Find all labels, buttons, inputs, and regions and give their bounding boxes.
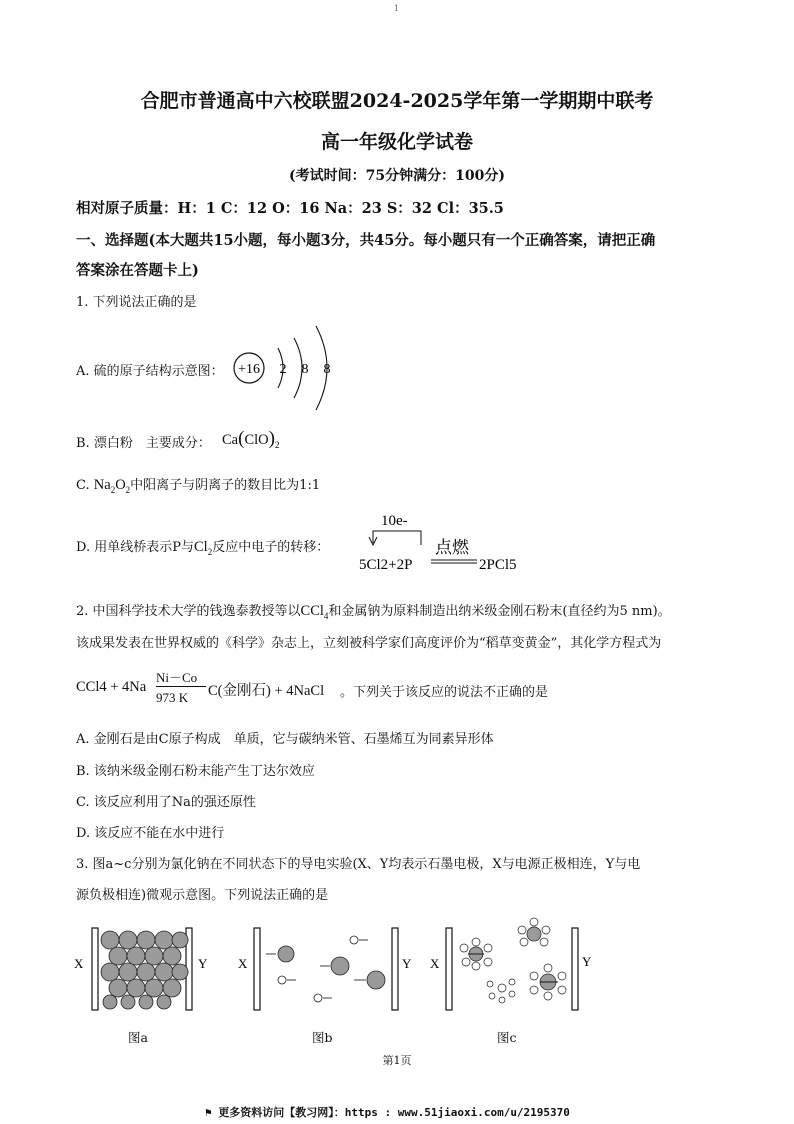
page-number: 第1页 [382,1054,412,1067]
q2-option-b: B. 该纳米级金刚石粉末能产生丁达尔效应 [76,764,315,779]
atomic-masses: 相对原子质量：H：1 C：12 O：16 Na：23 S：32 Cl：35.5 [76,200,504,217]
electrode-x-label: X [74,956,84,971]
q2-equation-left: CCl4 + 4Na [76,679,147,695]
figure-a-caption: 图a [128,1030,148,1045]
moving-ions [266,936,385,1002]
exam-info: (考试时间：75分钟满分：100分) [289,168,505,184]
sulfur-atom-diagram [232,318,342,413]
q2-stem-line2: 该成果发表在世界权威的《科学》杂志上，立刻被科学家们高度评价为“稻草变黄金”，其化学方程式为 [76,636,662,651]
hydrated-ions [460,918,566,1003]
page-subtitle: 高一年级化学试卷 [320,131,473,153]
ion-lattice [101,931,188,1009]
q2-stem-line1: 2. 中国科学技术大学的钱逸泰教授等以CCl$_4$和金属钠为原料制造出纳米级金刚石粉末(直径约为5 nm)。 [76,603,671,621]
electrode-y-label: Y [198,956,208,971]
reaction-condition: 点燃 [435,538,469,557]
q2-catalyst: Ni－Co [156,670,198,685]
flag-icon: ⚑ [205,1106,219,1119]
q2-stem-tail: 。下列关于该反应的说法不正确的是 [340,685,549,700]
electrode-y [392,928,398,1010]
page-title: 合肥市普通高中六校联盟2024-2025学年第一学期期中联考 [140,90,654,112]
figure-c-nacl-solution [428,912,608,1024]
electrode-x [254,928,260,1010]
q2-option-a: A. 金刚石是由C原子构成 单质，它与碳纳米管、石墨烯互为同素异形体 [76,732,494,747]
electrode-y-label: Y [402,956,412,971]
shell-electrons-1: 2 [279,362,287,377]
q1-option-d: D. 用单线桥表示P与$Cl_2$反应中电子的转移： [76,539,330,557]
figure-a-solid-nacl [72,918,222,1023]
electrode-x [446,928,452,1010]
electrode-y-label: Y [582,954,592,969]
q2-equation-right: C(金刚石) + 4NaCl [208,683,325,699]
figure-c-caption: 图c [497,1030,517,1045]
q3-stem-line1: 3. 图a~c分别为氯化钠在不同状态下的导电实验(X、Y均表示石墨电极，X与电源正极相连，Y与电 [76,857,641,872]
shell-electrons-2: 8 [301,362,309,377]
section-heading-line2: 答案涂在答题卡上) [76,262,199,279]
figure-b-caption: 图b [312,1030,333,1045]
products-label: 2PCl5 [479,557,517,573]
q1-stem: 1. 下列说法正确的是 [76,295,197,310]
q1-option-b-formula: $Ca(ClO)_2$ [222,428,280,450]
electrode-x-label: X [430,956,440,971]
shell-electrons-3: 8 [323,362,331,377]
page-marker: 1 [394,4,400,13]
q1-option-c: C. $Na_2O_2$中阳离子与阴离子的数目比为1:1 [76,477,321,495]
single-line-bridge-diagram [355,505,535,580]
q2-reaction-line [156,686,206,687]
electron-count-label: 10e- [381,513,408,529]
section-heading-line1: 一、选择题(本大题共15小题，每小题3分，共45分。每小题只有一个正确答案，请把正确 [76,232,656,249]
electrode-y [572,928,578,1010]
q1-option-a-text: A. 硫的原子结构示意图： [76,364,224,379]
reactants-label: 5Cl2+2P [359,557,413,573]
electrode-x-label: X [238,956,248,971]
electrode-x [92,928,98,1010]
q2-option-d: D. 该反应不能在水中进行 [76,826,225,841]
q2-temperature: 973 K [156,690,189,705]
q3-stem-line2: 源负极相连)微观示意图。下列说法正确的是 [76,888,329,903]
electron-bridge-line [373,531,421,545]
nucleus-charge: +16 [238,362,260,377]
footer-link[interactable]: ⚑ 更多资料访问【教习网】：https : www.51jiaoxi.com/u/2195370 [205,1106,570,1119]
figure-b-molten-nacl [236,918,426,1023]
q2-option-c: C. 该反应利用了Na的强还原性 [76,795,256,810]
q1-option-b-text: B. 漂白粉 主要成分： [76,436,211,451]
